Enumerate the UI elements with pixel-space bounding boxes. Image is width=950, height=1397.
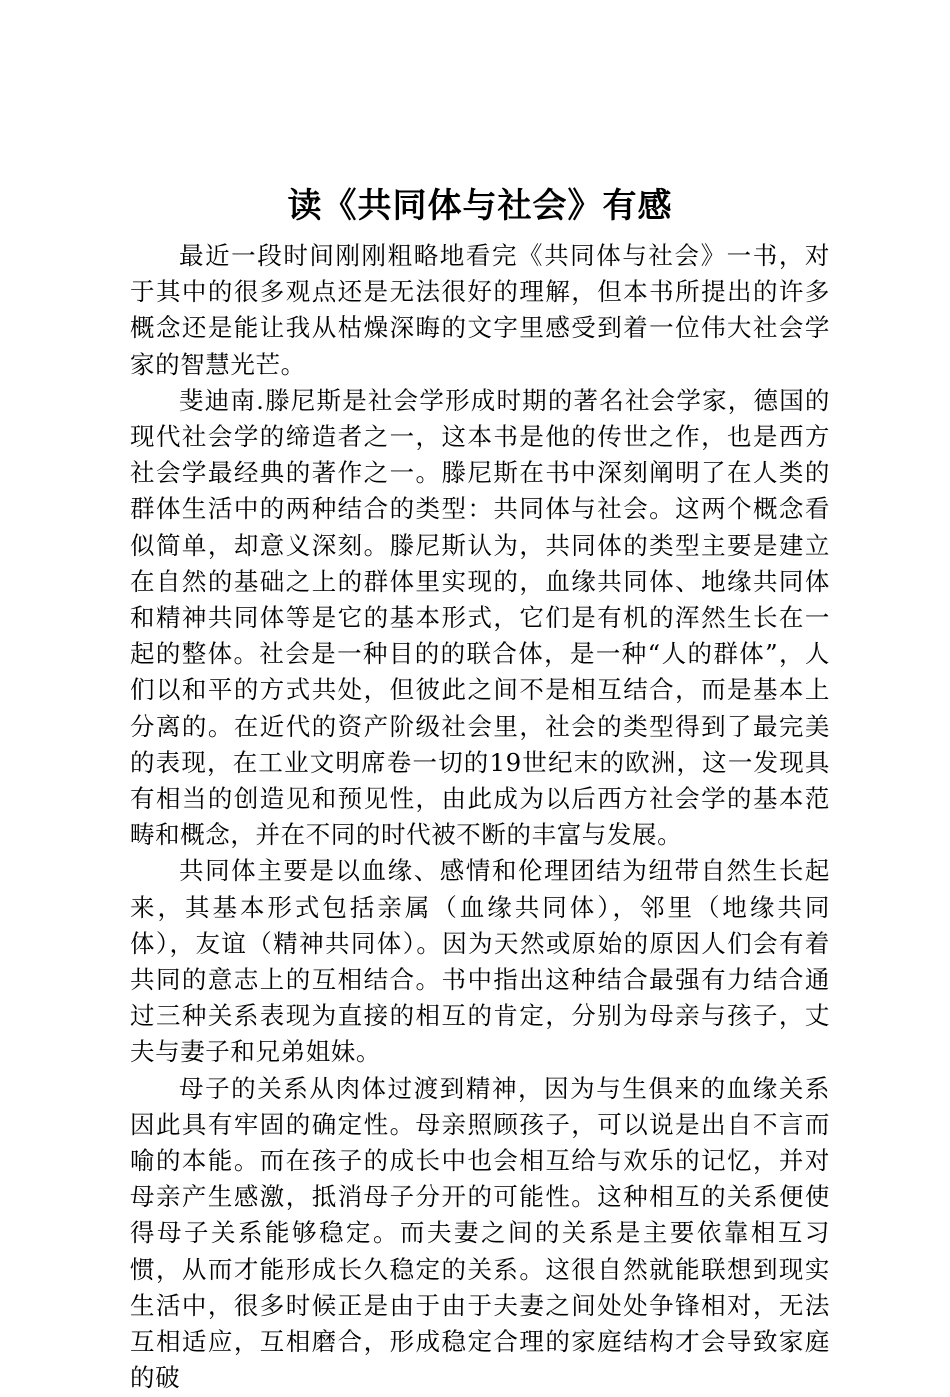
paragraph-1: 最近一段时间刚刚粗略地看完《共同体与社会》一书，对于其中的很多观点还是无法很好的理解，但本书所提出的许多概念还是能让我从枯燥深晦的文字里感受到着一位伟大社会学家的智慧光芒。 [130, 241, 830, 379]
paragraph-4: 母子的关系从肉体过渡到精神，因为与生俱来的血缘关系因此具有牢固的确定性。母亲照顾孩子，可以说是出自不言而喻的本能。而在孩子的成长中也会相互给与欢乐的记忆，并对母亲产生感激，抵消母子分开的可能性。这种相互的关系便使得母子关系能够稳定。而夫妻之间的关系是主要依靠相互习惯，从而才能形成长久稳定的关系。这很自然就能联想到现实生活中，很多时候正是由于由于夫妻之间处处争锋相对，无法互相适应，互相磨合，形成稳定合理的家庭结构才会导致家庭的破 [130, 1073, 830, 1393]
document-title: 读《共同体与社会》有感 [287, 186, 673, 226]
paragraph-3: 共同体主要是以血缘、感情和伦理团结为纽带自然生长起来，其基本形式包括亲属（血缘共同体），邻里（地缘共同体），友谊（精神共同体）。因为天然或原始的原因人们会有着共同的意志上的互相结合。书中指出这种结合最强有力结合通过三种关系表现为直接的相互的肯定，分别为母亲与孩子，丈夫与妻子和兄弟姐妹。 [130, 856, 830, 1067]
paragraph-2: 斐迪南.滕尼斯是社会学形成时期的著名社会学家，德国的现代社会学的缔造者之一，这本书是他的传世之作，也是西方社会学最经典的著作之一。滕尼斯在书中深刻阐明了在人类的群体生活中的两种结合的类型：共同体与社会。这两个概念看似简单，却意义深刻。滕尼斯认为，共同体的类型主要是建立在自然的基础之上的群体里实现的，血缘共同体、地缘共同体和精神共同体等是它的基本形式，它们是有机的浑然生长在一起的整体。社会是一种目的的联合体，是一种“人的群体”，人们以和平的方式共处，但彼此之间不是相互结合，而是基本上分离的。在近代的资产阶级社会里，社会的类型得到了最完美的表现，在工业文明席卷一切的19世纪末的欧洲，这一发现具有相当的创造见和预见性，由此成为以后西方社会学的基本范畴和概念，并在不同的时代被不断的丰富与发展。 [130, 385, 830, 850]
document-page [130, 180, 830, 1397]
